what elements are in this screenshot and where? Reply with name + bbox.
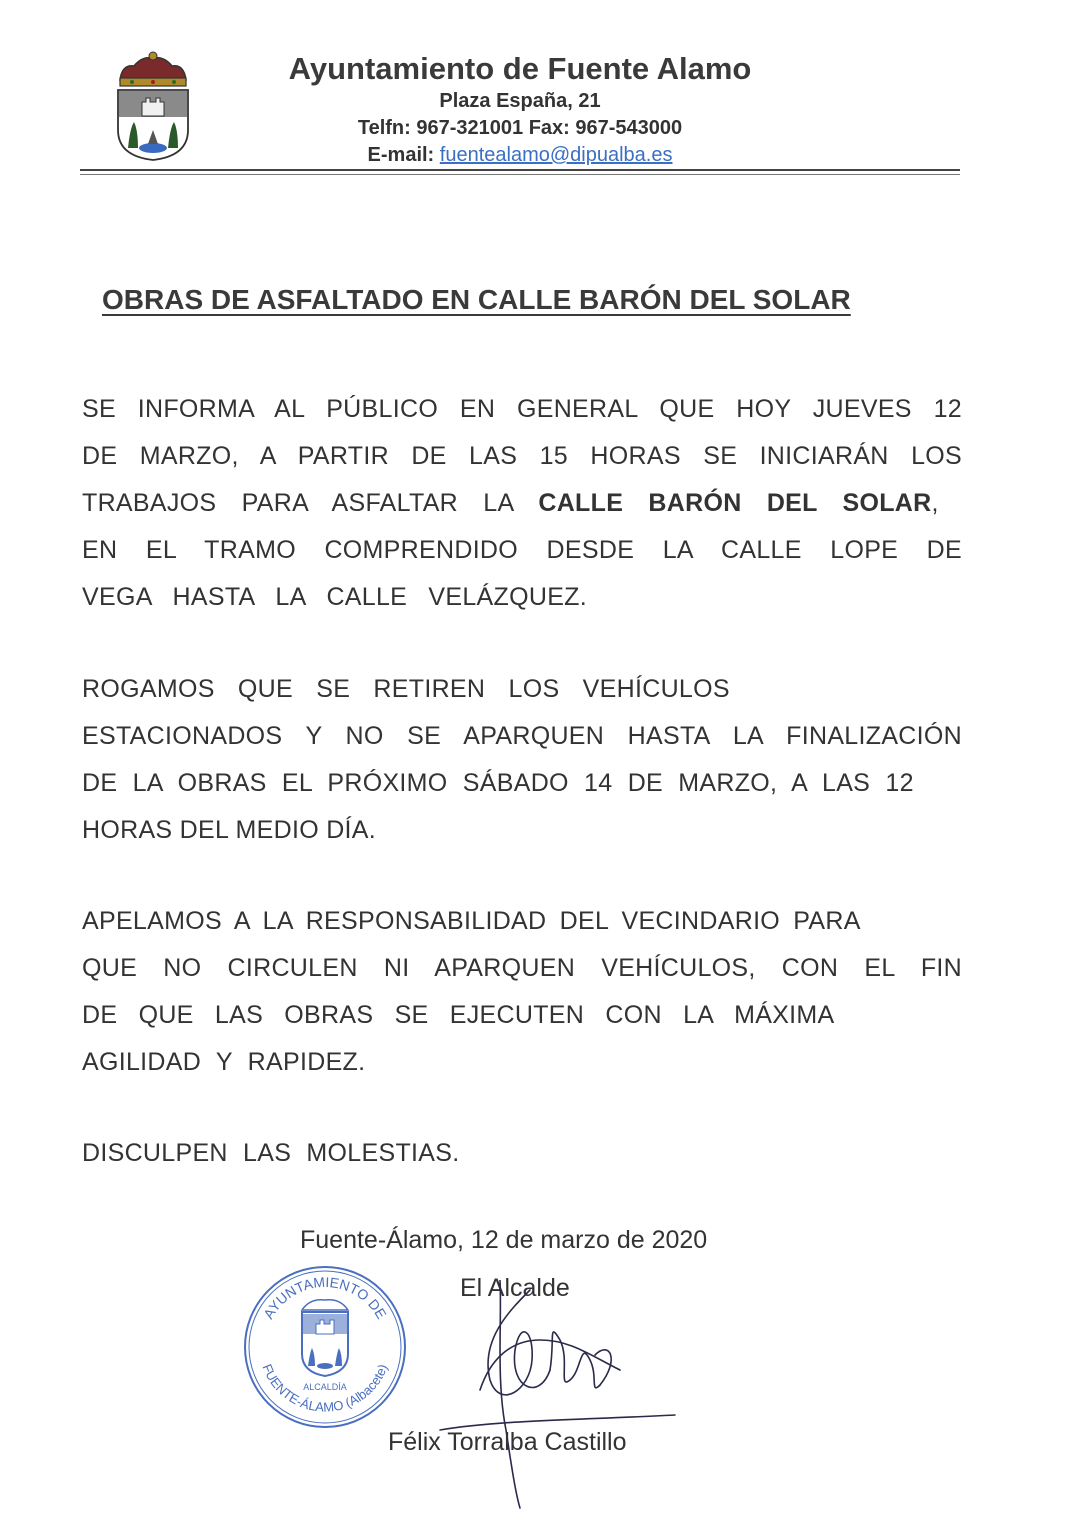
text-line: HORAS DEL MEDIO DÍA. — [82, 816, 377, 844]
signatory-role: El Alcalde — [460, 1274, 570, 1302]
text-line: DE MARZO, A PARTIR DE LAS 15 HORAS SE INICIARÁN LOS — [82, 442, 962, 470]
text-line: ROGAMOS QUE SE RETIREN LOS VEHÍCULOS — [82, 675, 730, 703]
text-line: VEGA HASTA LA CALLE VELÁZQUEZ. — [82, 583, 587, 611]
letterhead — [190, 50, 850, 169]
text-segment: TRABAJOS PARA ASFALTAR LA — [82, 489, 514, 517]
text-line: ESTACIONADOS Y NO SE APARQUEN HASTA LA FINALIZACIÓN — [82, 722, 962, 750]
phone-fax: Telfn: 967-321001 Fax: 967-543000 — [357, 117, 683, 139]
paragraph-request — [82, 666, 962, 854]
text-line — [82, 480, 962, 527]
email-link[interactable]: fuentealamo@dipualba.es — [439, 144, 673, 166]
stamp-center-text: ALCALDÍA — [303, 1382, 347, 1392]
paragraph-appeal — [82, 898, 962, 1086]
street-name: CALLE BARÓN DEL SOLAR — [538, 489, 932, 517]
text-line: DISCULPEN LAS MOLESTIAS. — [82, 1139, 460, 1167]
text-line: APELAMOS A LA RESPONSABILIDAD DEL VECINDARIO PARA — [82, 907, 861, 935]
stamp-bottom-text: FUENTE-ÁLAMO (Albacete) — [259, 1361, 391, 1415]
text-line: AGILIDAD Y RAPIDEZ. — [82, 1048, 366, 1076]
text-line: SE INFORMA AL PÚBLICO EN GENERAL QUE HOY JUEVES 12 — [82, 395, 962, 423]
address: Plaza España, 21 — [439, 90, 601, 112]
text-line: DE LA OBRAS EL PRÓXIMO SÁBADO 14 DE MARZO, A LAS 12 — [82, 769, 914, 797]
text-line: EN EL TRAMO COMPRENDIDO DESDE LA CALLE LOPE DE — [82, 536, 962, 564]
signatory-name: Félix Torralba Castillo — [388, 1428, 627, 1456]
text-line: QUE NO CIRCULEN NI APARQUEN VEHÍCULOS, CON EL FIN — [82, 954, 962, 982]
paragraph-announcement — [82, 386, 962, 621]
organization-name: Ayuntamiento de Fuente Alamo — [288, 51, 752, 86]
closing-note — [82, 1130, 962, 1177]
email-label: E-mail: — [367, 144, 435, 166]
handwritten-signature-icon — [420, 1280, 700, 1510]
text-segment: , — [931, 489, 939, 517]
stamp-top-text: AYUNTAMIENTO DE — [260, 1273, 390, 1322]
document-title: OBRAS DE ASFALTADO EN CALLE BARÓN DEL SOLAR — [102, 284, 851, 315]
header-divider — [80, 169, 960, 171]
official-stamp-icon — [240, 1262, 410, 1432]
coat-of-arms-icon — [112, 50, 194, 162]
place-and-date: Fuente-Álamo, 12 de marzo de 2020 — [300, 1226, 708, 1254]
text-line: DE QUE LAS OBRAS SE EJECUTEN CON LA MÁXIMA — [82, 1001, 835, 1029]
email-line — [190, 142, 850, 169]
header-divider-thin — [80, 174, 960, 175]
